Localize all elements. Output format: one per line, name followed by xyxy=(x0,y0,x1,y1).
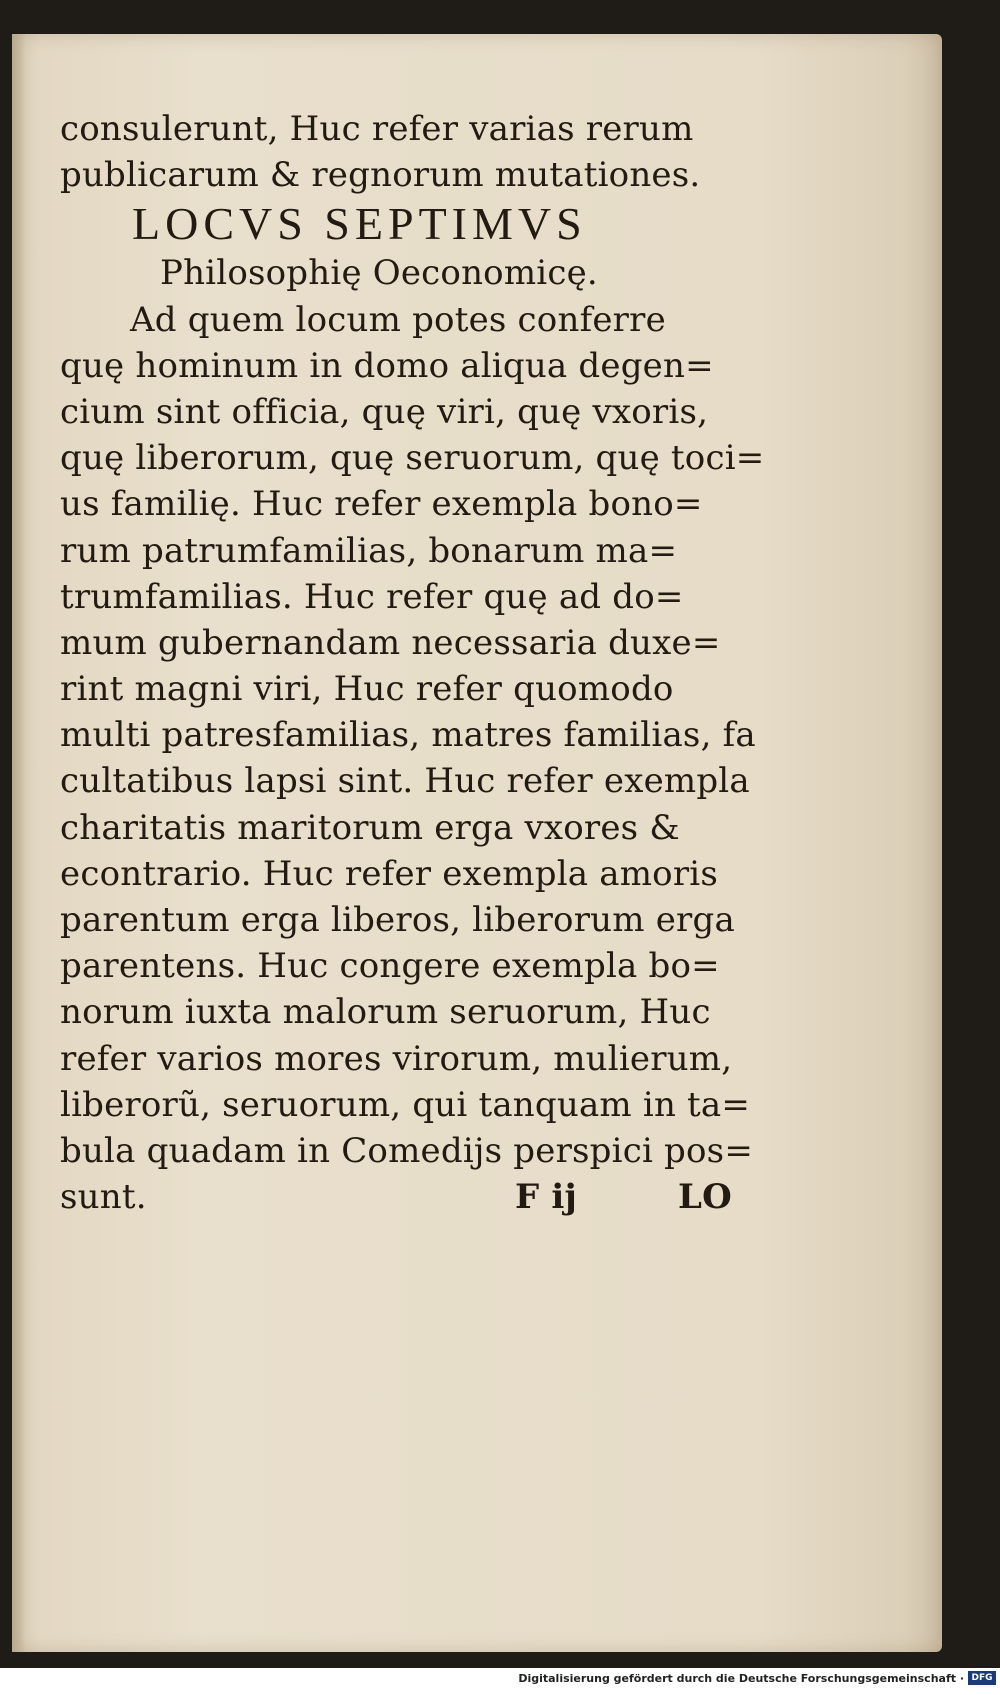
book-page xyxy=(12,34,942,1652)
text-line: trumfamilias. Huc refer quę ad do= xyxy=(60,576,684,617)
text-line: cium sint officia, quę viri, quę vxoris, xyxy=(60,391,709,432)
text-line: quę hominum in domo aliqua degen= xyxy=(60,345,714,386)
text-line: rum patrumfamilias, bonarum ma= xyxy=(60,530,678,571)
dfg-logo[interactable]: DFG xyxy=(968,1671,996,1685)
text-line: publicarum & regnorum mutationes. xyxy=(60,155,701,196)
text-line: refer varios mores virorum, mulierum, xyxy=(60,1038,733,1079)
text-line: rint magni viri, Huc refer quomodo xyxy=(60,669,674,710)
footer-credit: Digitalisierung gefördert durch die Deutsche Forschungsgemeinschaft · xyxy=(518,1672,964,1685)
page-text xyxy=(60,106,765,1220)
text-line: parentens. Huc congere exempla bo= xyxy=(60,946,720,987)
text-line: liberorũ, seruorum, qui tanquam in ta= xyxy=(60,1084,751,1125)
section-subheading: Philosophię Oeconomicę. xyxy=(160,253,598,294)
text-line-end: sunt. xyxy=(60,1177,147,1218)
text-line: econtrario. Huc refer exempla amoris xyxy=(60,853,718,894)
text-line: cultatibus lapsi sint. Huc refer exempla xyxy=(60,761,750,802)
text-line: quę liberorum, quę seruorum, quę toci= xyxy=(60,438,765,479)
text-line: multi patresfamilias, matres familias, fa xyxy=(60,715,756,756)
page-gutter-shadow xyxy=(12,34,26,1652)
text-line: charitatis maritorum erga vxores & xyxy=(60,807,680,848)
text-line: us familię. Huc refer exempla bono= xyxy=(60,484,703,525)
last-line xyxy=(60,1174,740,1220)
text-line: mum gubernandam necessaria duxe= xyxy=(60,622,721,663)
section-heading: LOCVS SEPTIMVS xyxy=(132,198,587,250)
paragraph-first-line: Ad quem locum potes conferre xyxy=(130,299,666,340)
text-line: norum iuxta malorum seruorum, Huc xyxy=(60,992,711,1033)
footer xyxy=(0,1668,1000,1695)
text-line: bula quadam in Comedijs perspici pos= xyxy=(60,1130,754,1171)
text-line: parentum erga liberos, liberorum erga xyxy=(60,900,735,940)
signature-mark: F ij xyxy=(515,1177,577,1218)
catchword: LO xyxy=(678,1177,732,1218)
text-line: consulerunt, Huc refer varias rerum xyxy=(60,109,694,149)
